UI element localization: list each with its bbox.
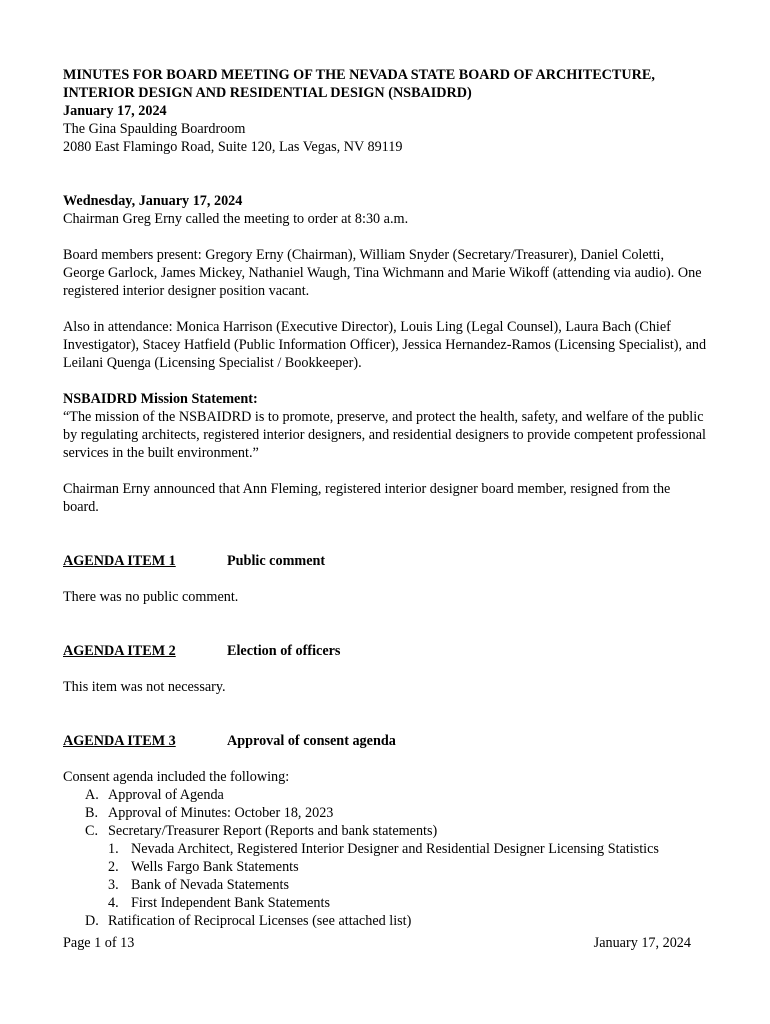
list-item-text: Bank of Nevada Statements	[131, 877, 289, 893]
list-item-text: First Independent Bank Statements	[131, 895, 330, 911]
list-item-text: Nevada Architect, Registered Interior Designer and Residential Designer Licensing Statistics	[131, 841, 659, 857]
sublist-item	[63, 876, 708, 894]
list-marker: C.	[85, 823, 99, 839]
agenda-item-3-heading	[63, 732, 708, 750]
list-item	[63, 804, 708, 822]
list-marker: 2.	[108, 859, 119, 875]
list-item	[63, 822, 708, 912]
list-marker: D.	[85, 913, 99, 929]
agenda-item-number: AGENDA ITEM 2	[63, 643, 176, 659]
sublist-item	[63, 858, 708, 876]
also-in-attendance: Also in attendance: Monica Harrison (Executive Director), Louis Ling (Legal Counsel), Laura Bach (Chief Investigator), Stacey Hatfield (Public Information Officer), Jessica Hernandez-Ramos (Licensing Specialist), and Leilani Quenga (Licensing Specialist / Bookkeeper).	[63, 319, 707, 371]
list-marker: 4.	[108, 895, 119, 911]
list-item-text: Wells Fargo Bank Statements	[131, 859, 299, 875]
page-footer	[63, 934, 691, 952]
page-number: Page 1 of 13	[63, 935, 135, 951]
list-marker: 3.	[108, 877, 119, 893]
list-item-text: Approval of Agenda	[108, 787, 224, 803]
agenda-item-number: AGENDA ITEM 1	[63, 553, 176, 569]
meeting-date: January 17, 2024	[63, 103, 167, 119]
sublist-item	[63, 894, 708, 912]
document-title-line2: INTERIOR DESIGN AND RESIDENTIAL DESIGN (NSBAIDRD)	[63, 85, 472, 101]
list-marker: A.	[85, 787, 99, 803]
mission-statement: “The mission of the NSBAIDRD is to promote, preserve, and protect the health, safety, and welfare of the public by regulating architects, registered interior designers, and residential designers to provide competent professional services in the built environment.”	[63, 409, 706, 461]
agenda-item-3-body: Consent agenda included the following:	[63, 769, 290, 785]
agenda-item-1-heading	[63, 552, 708, 570]
treasurer-report-sublist	[63, 840, 708, 912]
location-name: The Gina Spaulding Boardroom	[63, 121, 246, 137]
list-marker: B.	[85, 805, 99, 821]
members-present: Board members present: Gregory Erny (Chairman), William Snyder (Secretary/Treasurer), Daniel Coletti, George Garlock, James Mickey, Nathaniel Waugh, Tina Wichmann and Marie Wikoff (attending via audio). One registered interior designer position vacant.	[63, 247, 702, 299]
agenda-item-number: AGENDA ITEM 3	[63, 733, 176, 749]
agenda-item-2-heading	[63, 642, 708, 660]
mission-heading: NSBAIDRD Mission Statement:	[63, 391, 258, 407]
agenda-item-title: Approval of consent agenda	[227, 733, 396, 749]
agenda-item-title: Public comment	[227, 553, 326, 569]
list-item	[63, 786, 708, 804]
list-item-text: Approval of Minutes: October 18, 2023	[108, 805, 334, 821]
agenda-item-title: Election of officers	[227, 643, 341, 659]
agenda-item-2-body: This item was not necessary.	[63, 679, 226, 695]
session-day-heading: Wednesday, January 17, 2024	[63, 193, 243, 209]
footer-date: January 17, 2024	[593, 935, 691, 951]
agenda-item-1-body: There was no public comment.	[63, 589, 239, 605]
call-to-order: Chairman Greg Erny called the meeting to order at 8:30 a.m.	[63, 211, 409, 227]
sublist-item	[63, 840, 708, 858]
list-item-text: Ratification of Reciprocal Licenses (see attached list)	[108, 913, 412, 929]
list-marker: 1.	[108, 841, 119, 857]
announcement: Chairman Erny announced that Ann Fleming, registered interior designer board member, resigned from the board.	[63, 481, 671, 515]
list-item-text: Secretary/Treasurer Report (Reports and bank statements)	[108, 823, 438, 839]
location-address: 2080 East Flamingo Road, Suite 120, Las Vegas, NV 89119	[63, 139, 403, 155]
list-item	[63, 912, 708, 930]
document-title-line1: MINUTES FOR BOARD MEETING OF THE NEVADA STATE BOARD OF ARCHITECTURE,	[63, 67, 655, 83]
consent-agenda-list	[63, 786, 708, 930]
document-page	[63, 66, 708, 930]
